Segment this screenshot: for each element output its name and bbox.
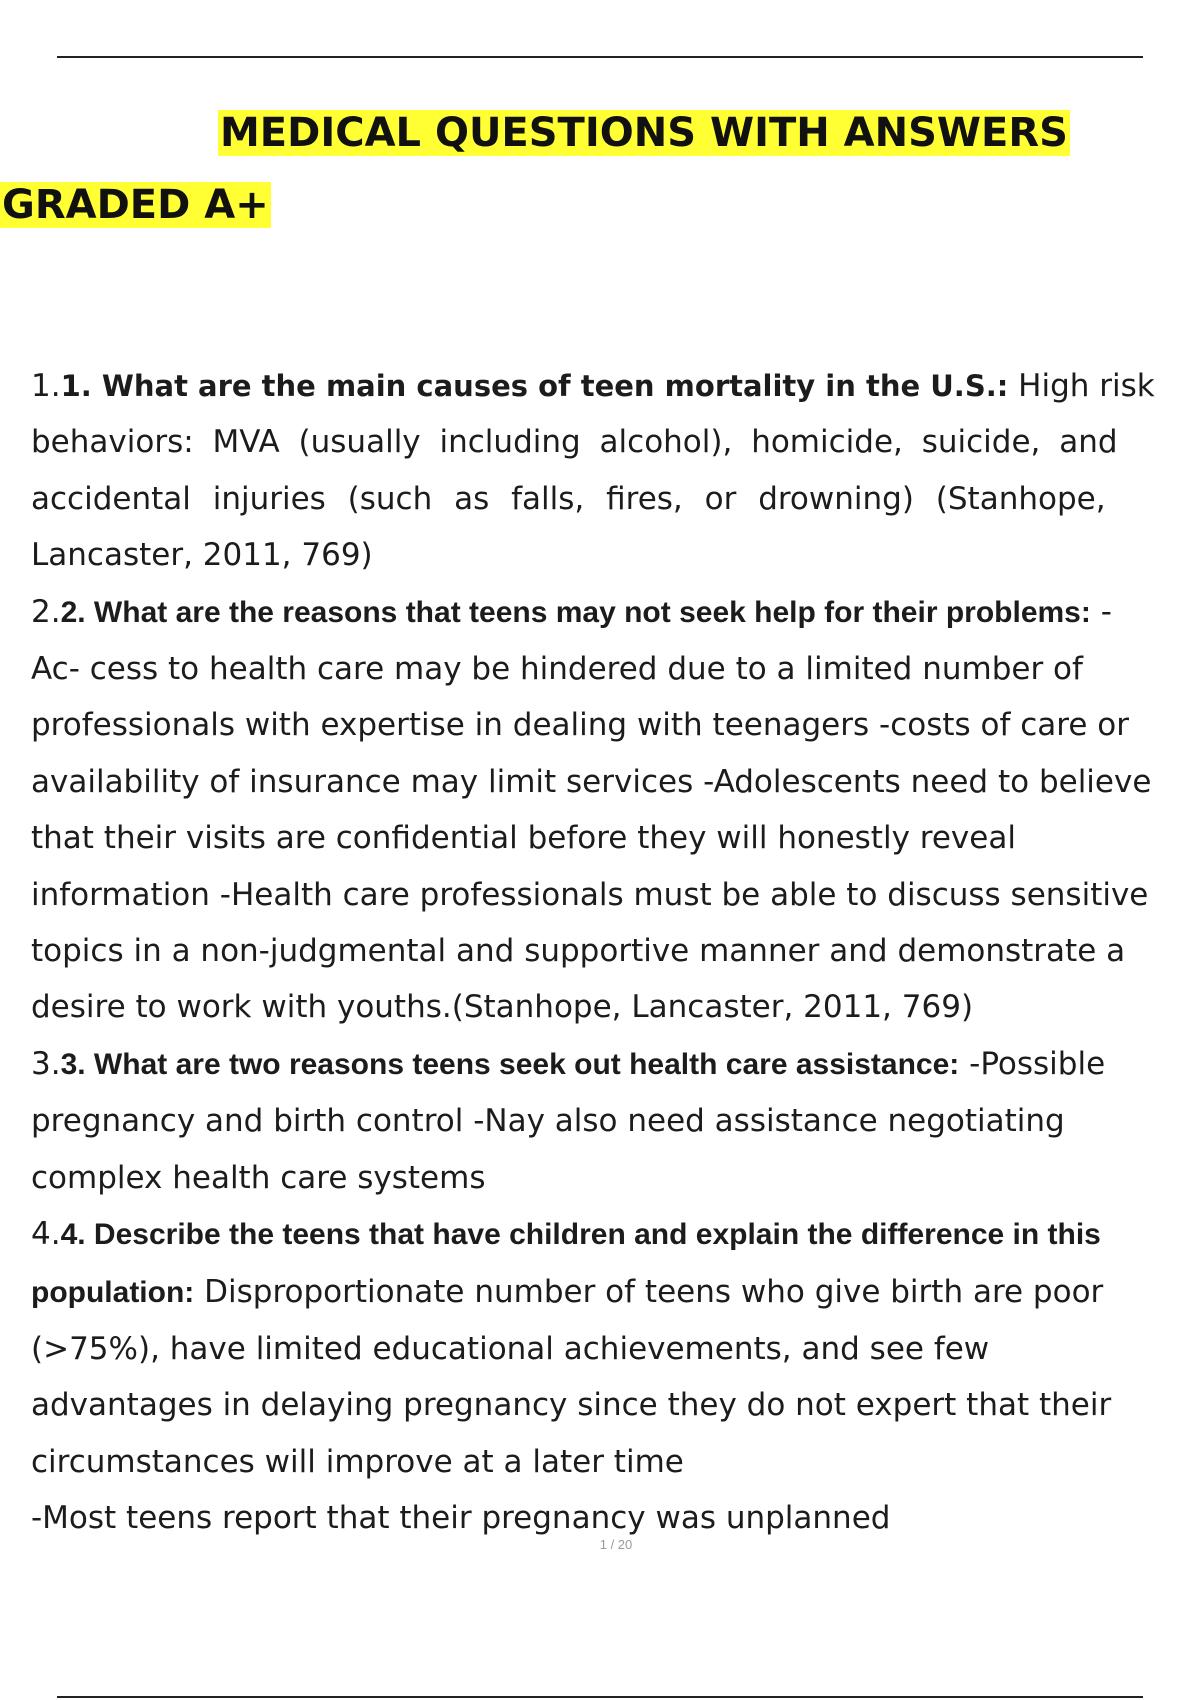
question-4 xyxy=(31,1206,1200,1546)
q2-question: 2. What are the reasons that teens may not seek help for their problems: xyxy=(60,595,1091,629)
q1-answer-1: behaviors: MVA (usually including alcohol), homicide, suicide, and xyxy=(31,424,1118,461)
q4-question-part2: population: xyxy=(31,1275,195,1309)
q1-answer-3: Lancaster, 2011, 769) xyxy=(31,537,373,574)
q4-answer-3: circumstances will improve at a later time xyxy=(31,1443,684,1480)
q4-line-2 xyxy=(31,1264,1200,1321)
q1-line-1 xyxy=(31,358,1200,414)
q1-number: 1. xyxy=(31,368,61,404)
q2-line-1 xyxy=(31,584,1200,641)
title-highlight-1: MEDICAL QUESTIONS WITH ANSWERS xyxy=(220,110,1068,156)
bottom-rule xyxy=(57,1696,1143,1698)
q4-answer-1: (>75%), have limited educational achievements, and see few xyxy=(31,1330,990,1367)
q3-number: 3. xyxy=(31,1045,61,1082)
q1-question: 1. What are the main causes of teen mortality in the U.S.: xyxy=(60,369,1009,403)
q2-number: 2. xyxy=(31,593,61,630)
q3-question: 3. What are two reasons teens seek out health care assistance: xyxy=(60,1047,960,1081)
q2-answer-6: topics in a non-judgmental and supportive manner and demonstrate a xyxy=(31,933,1126,970)
document-title-line1 xyxy=(218,110,1070,156)
q2-answer-2: professionals with expertise in dealing with teenagers -costs of care or xyxy=(31,707,1129,744)
question-1 xyxy=(31,358,1200,584)
document-title-line2 xyxy=(0,182,271,228)
q1-answer-0: High risk xyxy=(1008,368,1155,404)
top-rule xyxy=(57,56,1143,58)
q4-answer-4: -Most teens report that their pregnancy was unplanned xyxy=(31,1500,891,1537)
q2-answer-4: that their visits are confidential before they will honestly reveal xyxy=(31,820,1016,857)
q4-number: 4. xyxy=(31,1216,61,1253)
question-2 xyxy=(31,584,1200,1036)
q4-answer-2: advantages in delaying pregnancy since they do not expert that their xyxy=(31,1387,1112,1424)
q2-answer-1: Ac- cess to health care may be hindered due to a limited number of xyxy=(31,651,1083,688)
question-3 xyxy=(31,1036,1200,1206)
q4-answer-0: Disproportionate number of teens who give birth are poor xyxy=(194,1273,1104,1310)
q4-line-1 xyxy=(31,1206,1200,1263)
q3-answer-1: pregnancy and birth control -Nay also need assistance negotiating xyxy=(31,1103,1065,1140)
q2-answer-5: information -Health care professionals must be able to discuss sensitive xyxy=(31,876,1149,913)
q2-answer-3: availability of insurance may limit services -Adolescents need to believe xyxy=(31,763,1152,800)
q2-answer-7: desire to work with youths.(Stanhope, Lancaster, 2011, 769) xyxy=(31,989,974,1026)
q1-answer-2: accidental injuries (such as falls, fires, or drowning) (Stanhope, xyxy=(31,480,1106,517)
q3-answer-0: -Possible xyxy=(959,1045,1106,1082)
q4-question-part1: 4. Describe the teens that have children and explain the difference in this xyxy=(60,1218,1101,1252)
q3-answer-2: complex health care systems xyxy=(31,1159,486,1196)
qa-content xyxy=(31,358,1200,1547)
title-highlight-2: GRADED A+ xyxy=(2,182,269,228)
page-number: 1 / 20 xyxy=(599,1537,633,1552)
q2-answer-0: - xyxy=(1090,593,1112,630)
q3-line-1 xyxy=(31,1036,1200,1093)
